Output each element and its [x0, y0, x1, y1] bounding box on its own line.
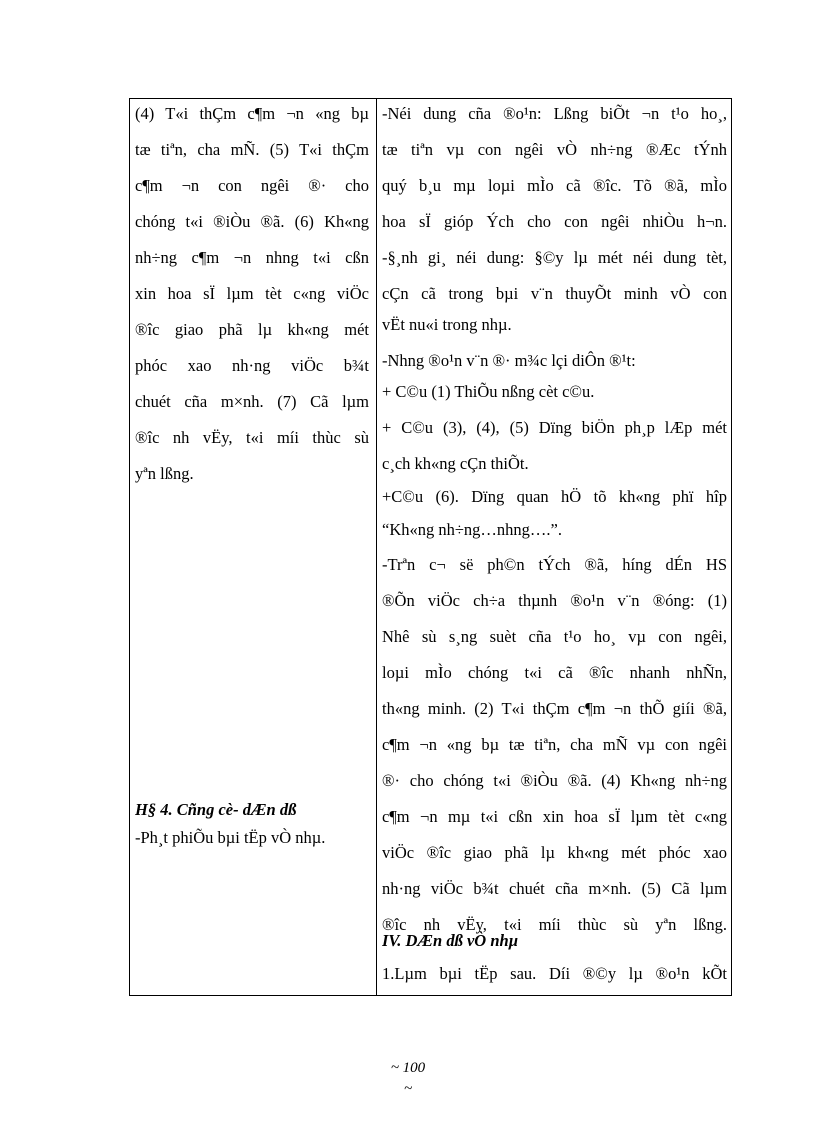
left-line: ®îc giao phã lµ kh«ng mét — [135, 320, 369, 339]
left-line: yªn lßng. — [135, 464, 194, 483]
right-line: -§¸nh gi¸ néi dung: §©y lµ mét néi dung tèt, — [382, 248, 727, 267]
left-line: xin hoa sÏ lµm tèt c«ng viÖc — [135, 284, 369, 303]
right-line: loµi mÌo chóng t«i cã ®îc nhanh nhÑn, — [382, 663, 727, 682]
right-line: quý b¸u mµ loµi mÌo cã ®îc. Tõ ®ã, mÌo — [382, 176, 727, 195]
right-line: c¸ch kh«ng cÇn thiÕt. — [382, 454, 529, 473]
activity-heading: H§ 4. Cñng cè- dÆn dß — [135, 800, 297, 819]
right-line: ®îc nh vËy, t«i míi thùc sù yªn lßng. — [382, 915, 727, 934]
left-column — [135, 99, 369, 995]
right-line: ®Õn viÖc ch÷a thµnh ®o¹n v¨n ®óng: (1) — [382, 591, 727, 610]
left-line: (4) T«i thÇm c¶m ¬n «ng bµ — [135, 104, 369, 123]
right-line: vËt nu«i trong nhµ. — [382, 315, 512, 334]
right-line: + C©u (3), (4), (5) Dïng biÖn ph¸p lÆp mét — [382, 418, 727, 437]
left-line: chóng t«i ®iÒu ®ã. (6) Kh«ng — [135, 212, 369, 231]
right-line: Nhê sù s¸ng suèt cña t¹o ho¸ vµ con ngêi, — [382, 627, 727, 646]
right-line: ®· cho chóng t«i ®iÒu ®ã. (4) Kh«ng nh÷ng — [382, 771, 727, 790]
right-line: + C©u (1) ThiÕu nßng cèt c©u. — [382, 382, 595, 401]
page-number: ~ 100 — [390, 1060, 426, 1076]
right-line: nh·ng viÖc b¾t chuét cña m×nh. (5) Cã lµm — [382, 879, 727, 898]
right-column — [382, 99, 727, 995]
left-line: phóc xao nh·ng viÖc b¾t — [135, 356, 369, 375]
right-line: -Néi dung cña ®o¹n: Lßng biÕt ¬n t¹o ho¸, — [382, 104, 727, 123]
right-line: “Kh«ng nh÷ng…nhng….”. — [382, 520, 562, 539]
right-line: cÇn cã trong bµi v¨n thuyÕt minh vÒ con — [382, 284, 727, 303]
section-heading: IV. DÆn dß vÒ nhµ — [382, 931, 519, 950]
activity-text: -Ph¸t phiÕu bµi tËp vÒ nhµ. — [135, 828, 326, 847]
left-line: c¶m ¬n con ngêi ®· cho — [135, 176, 369, 195]
homework-line: 1.Lµm bµi tËp sau. Díi ®©y lµ ®o¹n kÕt — [382, 964, 727, 983]
left-line: chuét cña m×nh. (7) Cã lµm — [135, 392, 369, 411]
right-line: c¶m ¬n mµ t«i cßn xin hoa sÏ lµm tèt c«ng — [382, 807, 727, 826]
right-line: c¶m ¬n «ng bµ tæ tiªn, cha mÑ vµ con ngêi — [382, 735, 727, 754]
right-line: hoa sÏ gióp Ých cho con ngêi nhiÒu h¬n. — [382, 212, 727, 231]
right-line: viÖc ®îc giao phã lµ kh«ng mét phóc xao — [382, 843, 727, 862]
left-line: tæ tiªn, cha mÑ. (5) T«i thÇm — [135, 140, 369, 159]
right-line: -Nhng ®o¹n v¨n ®· m¾c lçi diÔn ®¹t: — [382, 351, 636, 370]
right-line: -Trªn c¬ së ph©n tÝch ®ã, híng dÉn HS — [382, 555, 727, 574]
right-line: tæ tiªn vµ con ngêi vÒ nh÷ng ®Æc tÝnh — [382, 140, 727, 159]
left-line: ®îc nh vËy, t«i míi thùc sù — [135, 428, 369, 447]
left-line: nh÷ng c¶m ¬n nhng t«i cßn — [135, 248, 369, 267]
right-line: th«ng minh. (2) T«i thÇm c¶m ¬n thÕ giíi ®ã, — [382, 699, 727, 718]
lesson-table — [129, 98, 732, 996]
column-divider — [376, 99, 377, 995]
page-number-tilde: ~ — [403, 1081, 413, 1097]
right-line: +C©u (6). Dïng quan hÖ tõ kh«ng phï hîp — [382, 487, 727, 506]
